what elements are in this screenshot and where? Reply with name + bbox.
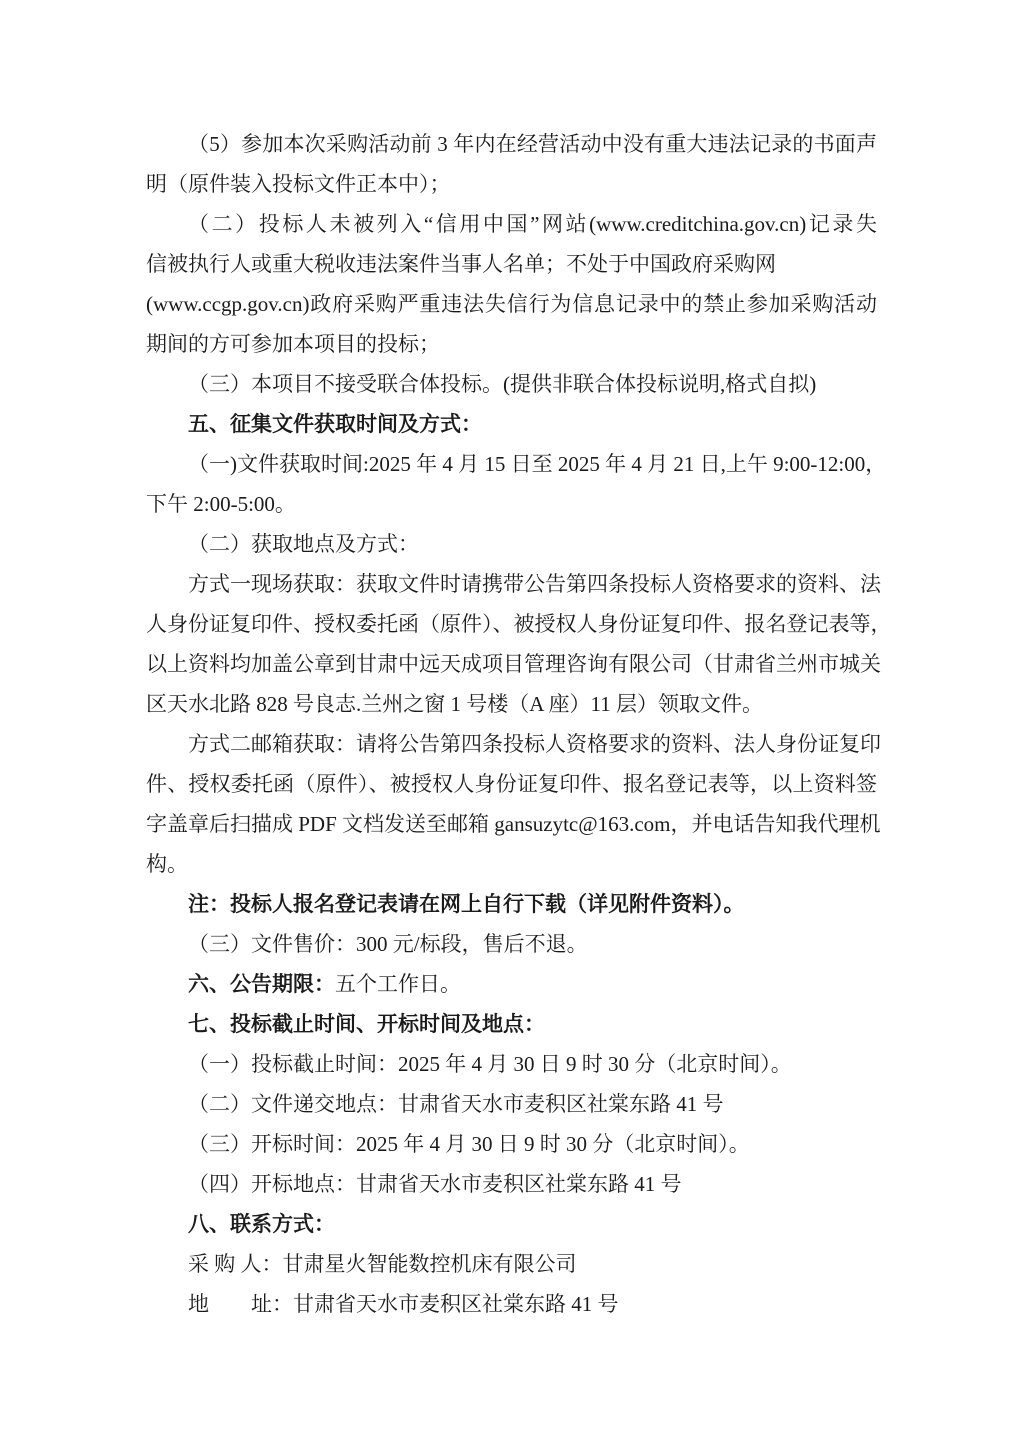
section8-heading: 八、联系方式：	[188, 1212, 335, 1236]
clause3-no-consortium: （三）本项目不接受联合体投标。(提供非联合体投标说明,格式自拟)	[188, 372, 817, 396]
document-submit-place: （二）文件递交地点：甘肃省天水市麦积区社棠东路 41 号	[188, 1092, 724, 1116]
notice-body	[146, 124, 892, 1324]
bid-deadline-time: （一）投标截止时间：2025 年 4 月 30 日 9 时 30 分（北京时间）。	[188, 1052, 792, 1076]
bid-opening-place: （四）开标地点：甘肃省天水市麦积区社棠东路 41 号	[188, 1172, 682, 1196]
method2-email-line1: 方式二邮箱获取：请将公告第四条投标人资格要求的资料、法人身份证复印	[188, 732, 881, 756]
section6-announcement-period	[146, 964, 877, 1004]
obtain-place-heading: （二）获取地点及方式：	[188, 532, 419, 556]
clause2-credit-china-line4: 期间的方可参加本项目的投标；	[146, 332, 440, 356]
note-registration-form: 注：投标人报名登记表请在网上自行下载（详见附件资料）。	[188, 892, 745, 916]
address-label: 地 址：	[188, 1292, 293, 1316]
document-time-line2: 下午 2:00-5:00。	[146, 492, 296, 516]
section6-heading-label: 六、公告期限：	[188, 972, 335, 996]
clause2-credit-china-line2: 信被执行人或重大税收违法案件当事人名单；不处于中国政府采购网	[146, 252, 776, 276]
purchaser-label: 采 购 人：	[188, 1252, 283, 1276]
purchaser-row	[146, 1244, 877, 1284]
address-value: 甘肃省天水市麦积区社棠东路 41 号	[293, 1292, 619, 1316]
section7-heading: 七、投标截止时间、开标时间及地点：	[188, 1012, 545, 1036]
method2-email-line3: 字盖章后扫描成 PDF 文档发送至邮箱 gansuzytc@163.com，并电话告知我代理机	[146, 812, 881, 836]
bid-opening-time: （三）开标时间：2025 年 4 月 30 日 9 时 30 分（北京时间）。	[188, 1132, 750, 1156]
method1-onsite-line1: 方式一现场获取：获取文件时请携带公告第四条投标人资格要求的资料、法	[188, 572, 881, 596]
purchaser-value: 甘肃星火智能数控机床有限公司	[282, 1252, 577, 1276]
method2-email-line4: 构。	[146, 852, 188, 876]
address-row	[146, 1284, 877, 1324]
clause2-credit-china-line1: （二）投标人未被列入“信用中国”网站(www.creditchina.gov.cn)记录失	[188, 212, 877, 236]
clause5-declaration-line1: （5）参加本次采购活动前 3 年内在经营活动中没有重大违法记录的书面声	[188, 132, 877, 156]
method1-onsite-line3: 以上资料均加盖公章到甘肃中远天成项目管理咨询有限公司（甘肃省兰州市城关	[146, 652, 881, 676]
method1-onsite-line2: 人身份证复印件、授权委托函（原件）、被授权人身份证复印件、报名登记表等，	[146, 612, 892, 636]
section5-heading: 五、征集文件获取时间及方式：	[188, 412, 482, 436]
section6-heading-value: 五个工作日。	[335, 972, 461, 996]
document-price: （三）文件售价：300 元/标段，售后不退。	[188, 932, 588, 956]
method2-email-line2: 件、授权委托函（原件）、被授权人身份证复印件、报名登记表等，以上资料签	[146, 772, 877, 796]
clause5-declaration-line2: 明（原件装入投标文件正本中）；	[146, 172, 451, 196]
method1-onsite-line4: 区天水北路 828 号良志.兰州之窗 1 号楼（A 座）11 层）领取文件。	[146, 692, 763, 716]
document-time-line1: （一)文件获取时间:2025 年 4 月 15 日至 2025 年 4 月 21 日,上午 9:00-12:00，	[188, 452, 887, 476]
clause2-credit-china-line3: (www.ccgp.gov.cn)政府采购严重违法失信行为信息记录中的禁止参加采购活动	[146, 292, 877, 316]
